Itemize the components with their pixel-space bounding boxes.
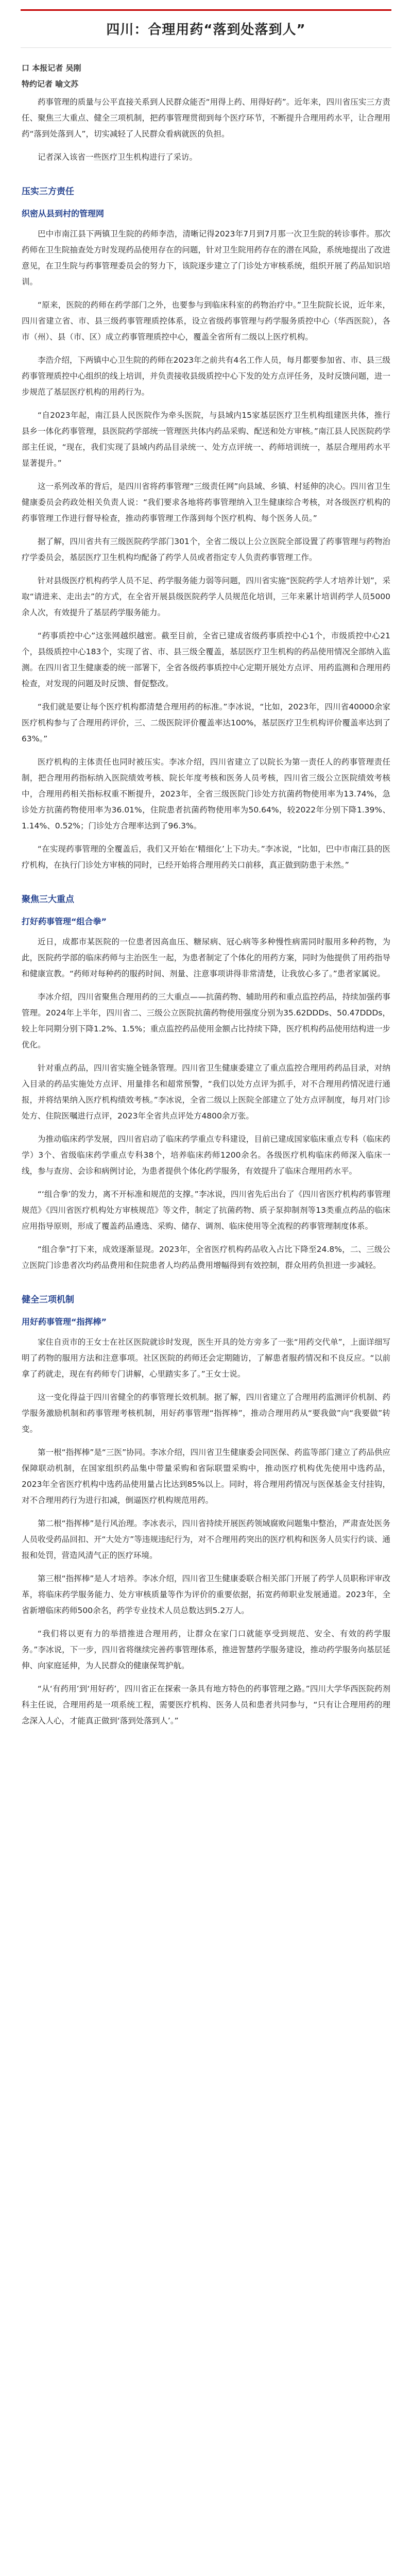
article-title: 四川：合理用药“落到处落到人” bbox=[106, 22, 306, 38]
section-1 bbox=[22, 184, 390, 873]
paragraph: “药事质控中心”这张网越织越密。截至目前，全省已建成省级药事质控中心1个，市级质控中心21个，县级质控中心183个，实现了省、市、县三级全覆盖，基层医疗卫生机构的药品使用情况全部纳入监测。在四川省卫生健康委的统一部署下，全省各级药事质控中心定期开展处方点评、用药监测和合理用药检查，对发现的问题及时反馈、督促整改。 bbox=[22, 631, 390, 688]
paragraph: 巴中市南江县下两镇卫生院的药师李浩，清晰记得2023年7月到7月那一次卫生院的转诊事件。那次药师在卫生院抽查处方时发现药品使用存在的问题，针对卫生院用药存在的潜在风险，系统地提出了改进意见，在卫生院与药事管理委员会的努力下，该院逐步建立了门诊处方审核系统，组织开展了药品知识培训。 bbox=[22, 229, 390, 286]
article-body bbox=[0, 48, 412, 1729]
paragraph: “我们将以更有力的举措推进合理用药，让群众在家门口就能享受到规范、安全、有效的药学服务。”李冰说，下一步，四川省将继续完善药事管理体系，推进智慧药学服务建设，推动药学服务向基层延伸、向家庭延伸，为人民群众的健康保驾护航。 bbox=[22, 1629, 390, 1670]
paragraph: 李浩介绍，下两镇中心卫生院的药师在2023年之前共有4名工作人员，每月都要参加省、市、县三级药事管理质控中心组织的线上培训，并负责接收县级质控中心下发的处方点评任务，及时反馈问题，进一步规范了基层医疗机构的用药行为。 bbox=[22, 355, 390, 397]
paragraph: 近日，成都市某医院的一位患者因高血压、糖尿病、冠心病等多种慢性病需同时服用多种药物，为此，医院药学部的临床药师与主治医生一起，为患者制定了个体化的用药方案，同时为他提供了用药指导和健康宣教。“药师对每种药的服药时间、剂量、注意事项讲得非常清楚，让我放心多了。”患者家属说。 bbox=[22, 937, 390, 978]
paragraph: “组合拳”打下来，成效逐渐显现。2023年，全省医疗机构药品收入占比下降至24.8%，二、三级公立医院门诊患者次均药品费用和住院患者人均药品费用增幅得到有效控制，群众用药负担进一步减轻。 bbox=[22, 1245, 390, 1270]
paragraph: “原来，医院的药师在药学部门之外，也要参与到临床科室的药物治疗中。”卫生院院长说，近年来，四川省建立省、市、县三级药事管理质控体系，设立省级药事管理与药学服务质控中心（华西医院），各市（州）、县（市、区）成立药事管理质控中心，覆盖全省所有二级以上医疗机构。 bbox=[22, 300, 390, 342]
paragraph: “从‘有药用’到‘用好药’，四川省正在探索一条具有地方特色的药事管理之路。”四川大学华西医院药剂科主任说，合理用药是一项系统工程，需要医疗机构、医务人员和患者共同参与，“只有让合理用药的理念深入人心，才能真正做到‘落到处落到人’。” bbox=[22, 1684, 390, 1725]
paragraph: 第二根“指挥棒”是行风治理。李冰表示，四川省持续开展医药领域腐败问题集中整治，严肃查处医务人员收受药品回扣、开“大处方”等违规违纪行为，对不合理用药突出的医疗机构和医务人员实行约谈、通报和处罚，营造风清气正的医疗环境。 bbox=[22, 1519, 390, 1560]
subsection-heading: 用好药事管理“指挥棒” bbox=[22, 1317, 107, 1327]
paragraph: 第一根“指挥棒”是“三医”协同。李冰介绍，四川省卫生健康委会同医保、药监等部门建立了药品供应保障联动机制，在国家组织药品集中带量采购和省际联盟采购中，推动医疗机构优先使用中选药品，2023年全省医疗机构中选药品使用量占比达到85%以上。同时，将合理用药情况与医保基金支付挂钩，对不合理用药行为进行扣减，倒逼医疗机构规范用药。 bbox=[22, 1448, 390, 1505]
paragraph: 这一变化得益于四川省健全的药事管理长效机制。据了解，四川省建立了合理用药监测评价机制、药学服务激励机制和药事管理考核机制，用好药事管理“指挥棒”，推动合理用药从“要我做”向“我要做”转变。 bbox=[22, 1393, 390, 1434]
title-box bbox=[21, 9, 391, 48]
paragraph: “自2023年起，南江县人民医院作为牵头医院，与县域内15家基层医疗卫生机构组建医共体，推行县乡一体化药事管理，县医院药学部统一管理医共体内药品采购、配送和处方审核。”南江县人民医院药学部主任说，“现在，我们实现了县域内药品目录统一、处方点评统一、药师培训统一，基层合理用药水平显著提升。” bbox=[22, 411, 390, 468]
byline-reporter: 特约记者 喻文苏 bbox=[22, 79, 79, 89]
subsection-heading: 打好药事管理“组合拳” bbox=[22, 917, 107, 926]
section-heading: 聚焦三大重点 bbox=[22, 894, 74, 905]
intro-paragraph: 药事管理的质量与公平直接关系到人民群众能否“用得上药、用得好药”。近年来，四川省压实三方责任、聚焦三大重点、健全三项机制，把药事管理贯彻到每个医疗环节，不断提升合理用药水平，让合理用药“落到处落到人”，切实减轻了人民群众看病就医的负担。 bbox=[22, 97, 390, 139]
paragraph: 这一系列改革的背后，是四川省将药事管理“三级责任网”向县域、乡镇、村延伸的决心。四川省卫生健康委员会药政处相关负责人说：“我们要求各地将药事管理纳入卫生健康综合考核，对各级医疗机构的药事管理工作进行督导检查，推动药事管理工作落到每个医疗机构、每个医务人员。” bbox=[22, 482, 390, 523]
paragraph: 为推动临床药学发展，四川省启动了临床药学重点专科建设，目前已建成国家临床重点专科（临床药学）3个、省级临床药学重点专科38个，培养临床药师1200余名。各级医疗机构临床药师深入临床一线，参与查房、会诊和病例讨论，为患者提供个体化药学服务，有效提升了临床合理用药水平。 bbox=[22, 1134, 390, 1176]
section-3 bbox=[22, 1292, 390, 1729]
byline-source: 口 本报记者 吴刚 bbox=[22, 63, 81, 73]
paragraph: 医疗机构的主体责任也同时被压实。李冰介绍，四川省建立了以院长为第一责任人的药事管理责任制，把合理用药指标纳入医院绩效考核、院长年度考核和医务人员考核，四川省三级公立医院绩效考核中，合理用药相关指标权重不断提升，2023年，全省三级医院门诊处方抗菌药物使用率为13.74%，急诊处方抗菌药物使用率为36.01%，住院患者抗菌药物使用率为50.64%，较2022年分别下降1.39%、1.14%、0.52%；门诊处方合理率达到了96.3%。 bbox=[22, 757, 390, 831]
paragraph: “‘组合拳’的发力，离不开标准和规范的支撑。”李冰说，四川省先后出台了《四川省医疗机构药事管理规范》《四川省医疗机构处方审核规范》等文件，制定了抗菌药物、质子泵抑制剂等13类重点药品的临床应用指导原则，形成了覆盖药品遴选、采购、储存、调剂、临床使用等全流程的药事管理制度体系。 bbox=[22, 1190, 390, 1231]
paragraph: 李冰介绍，四川省聚焦合理用药的三大重点——抗菌药物、辅助用药和重点监控药品，持续加强药事管理。2024年上半年，四川省二、三级公立医院抗菌药物使用强度分别为35.62DDDs、50.47DDDs，较上年同期分别下降1.2%、1.5%；重点监控药品使用金额占比持续下降，医疗机构药品使用结构进一步优化。 bbox=[22, 992, 390, 1049]
section-heading: 压实三方责任 bbox=[22, 187, 74, 197]
subsection-heading: 织密从县到村的管理网 bbox=[22, 209, 105, 218]
paragraph: “在实现药事管理的全覆盖后，我们又开始在‘精细化’上下功夫。”李冰说，“比如，巴中市南江县的医疗机构，在执行门诊处方审核的同时，已经开始将合理用药关口前移，真正做到防患于未然。” bbox=[22, 844, 390, 870]
paragraph: “我们就是要让每个医疗机构都清楚合理用药的标准。”李冰说，“比如，2023年，四川省40000余家医疗机构参与了合理用药评价，三、二级医院评价覆盖率达100%，基层医疗卫生机构评价覆盖率达到了63%。” bbox=[22, 702, 390, 743]
paragraph: 针对县级医疗机构药学人员不足、药学服务能力弱等问题，四川省实施“医院药学人才培养计划”，采取“请进来、走出去”的方式，在全省开展县级医院药学人员规范化培训，三年来累计培训药学人员5000余人次，有效提升了基层药学服务能力。 bbox=[22, 576, 390, 617]
paragraph: 据了解，四川省共有三级医院药学部门301个，全省二级以上公立医院全部设置了药事管理与药物治疗学委员会，基层医疗卫生机构均配备了药学人员或者指定专人负责药事管理工作。 bbox=[22, 537, 390, 562]
paragraph: 针对重点药品，四川省实施全链条管理。四川省卫生健康委建立了重点监控合理用药药品目录，对纳入目录的药品实施处方点评、用量排名和超常预警，“我们以处方点评为抓手，对不合理用药情况进行通报，并将结果纳入医疗机构绩效考核。”李冰说，全省二级以上医院全部建立了处方点评制度，每月对门诊处方、住院医嘱进行点评，2023年全省共点评处方4800余万张。 bbox=[22, 1063, 390, 1121]
section-heading: 健全三项机制 bbox=[22, 1295, 74, 1305]
intro-paragraph: 记者深入该省一些医疗卫生机构进行了采访。 bbox=[38, 152, 198, 162]
paragraph: 第三根“指挥棒”是人才培养。李冰介绍，四川省卫生健康委联合相关部门开展了药学人员职称评审改革，将临床药学服务能力、处方审核质量等作为评价的重要依据，拓宽药师职业发展通道。2023年，全省新增临床药师500余名，药学专业技术人员总数达到5.2万人。 bbox=[22, 1574, 390, 1615]
section-2 bbox=[22, 892, 390, 1274]
paragraph: 家住自贡市的王女士在社区医院就诊时发现，医生开具的处方旁多了一张“用药交代单”，上面详细写明了药物的服用方法和注意事项。社区医院的药师还会定期随访，了解患者服药情况和不良反应。“以前拿了药就走，现在有药师专门讲解，心里踏实多了。”王女士说。 bbox=[22, 1337, 390, 1379]
